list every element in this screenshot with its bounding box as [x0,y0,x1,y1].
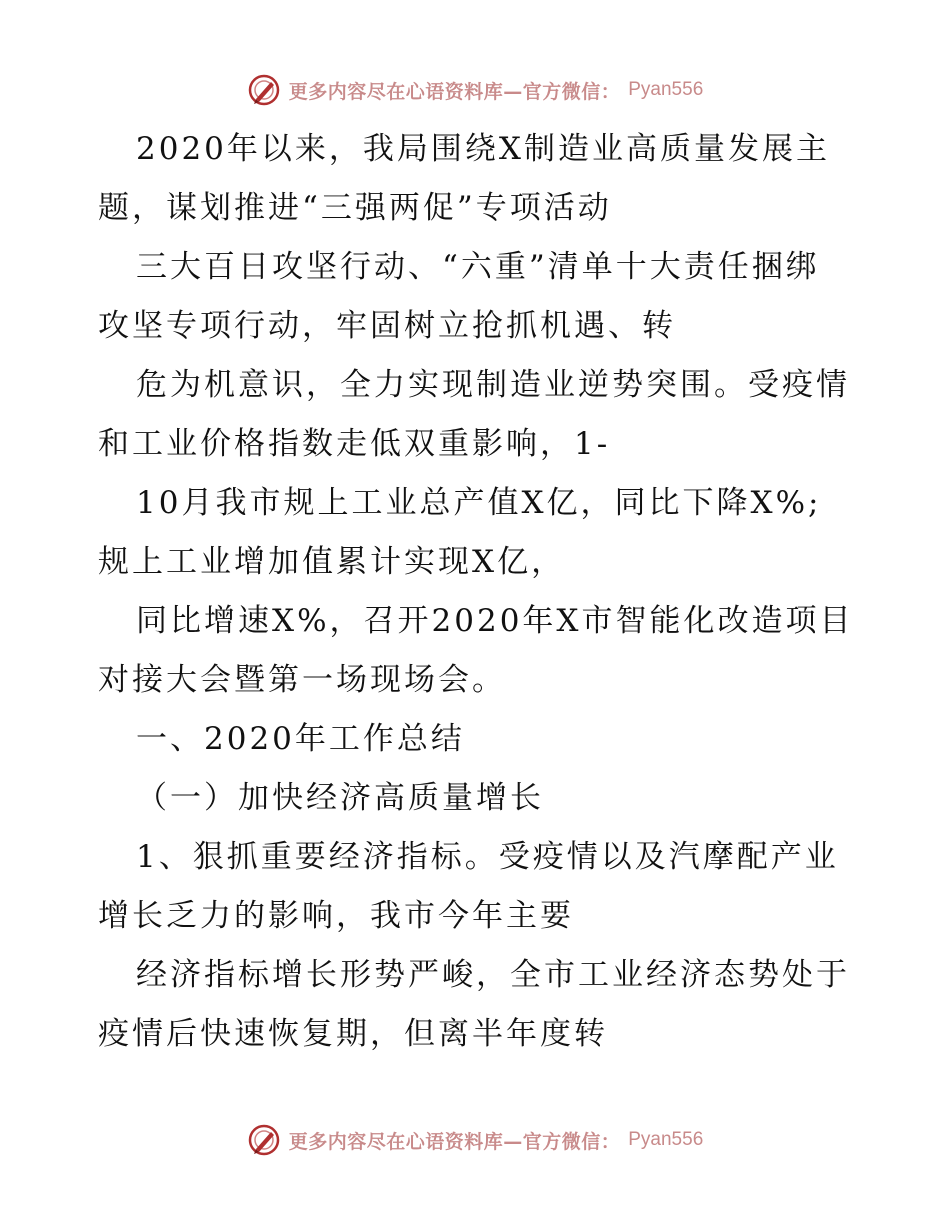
header-watermark-id: Pyan556 [628,79,704,100]
subsection-heading: （一）加快经济高质量增长 [136,780,544,816]
text-line: 对接大会暨第一场现场会。 [98,662,506,698]
pen-logo-icon [247,1123,281,1157]
text-line: 三大百日攻坚行动、“六重”清单十大责任捆绑 [136,249,820,285]
header-watermark [0,70,950,110]
text-line: 攻坚专项行动，牢固树立抢抓机遇、转 [98,308,676,344]
footer-watermark [0,1120,950,1160]
footer-watermark-id: Pyan556 [628,1129,704,1150]
text-line: 增长乏力的影响，我市今年主要 [98,898,574,934]
body-text [98,120,898,1064]
text-line: 疫情后快速恢复期，但离半年度转 [98,1016,608,1052]
pen-logo-icon [247,73,281,107]
text-line: 规上工业增加值累计实现X亿， [98,544,566,580]
text-line: 同比增速X%，召开2020年X市智能化改造项目 [136,603,854,639]
text-line: 题，谋划推进“三强两促”专项活动 [98,190,612,226]
header-watermark-text: 更多内容尽在心语资料库—官方微信： [288,80,621,103]
text-line: 10月我市规上工业总产值X亿，同比下降X%; [136,485,822,521]
section-heading: 一、2020年工作总结 [136,721,465,757]
text-line: 1、狠抓重要经济指标。受疫情以及汽摩配产业 [136,839,839,875]
footer-watermark-text: 更多内容尽在心语资料库—官方微信： [288,1130,621,1153]
text-line: 和工业价格指数走低双重影响，1- [98,426,611,462]
text-line: 经济指标增长形势严峻，全市工业经济态势处于 [136,957,850,993]
text-line: 危为机意识，全力实现制造业逆势突围。受疫情 [136,367,850,403]
text-line: 2020年以来，我局围绕X制造业高质量发展主 [136,131,830,167]
